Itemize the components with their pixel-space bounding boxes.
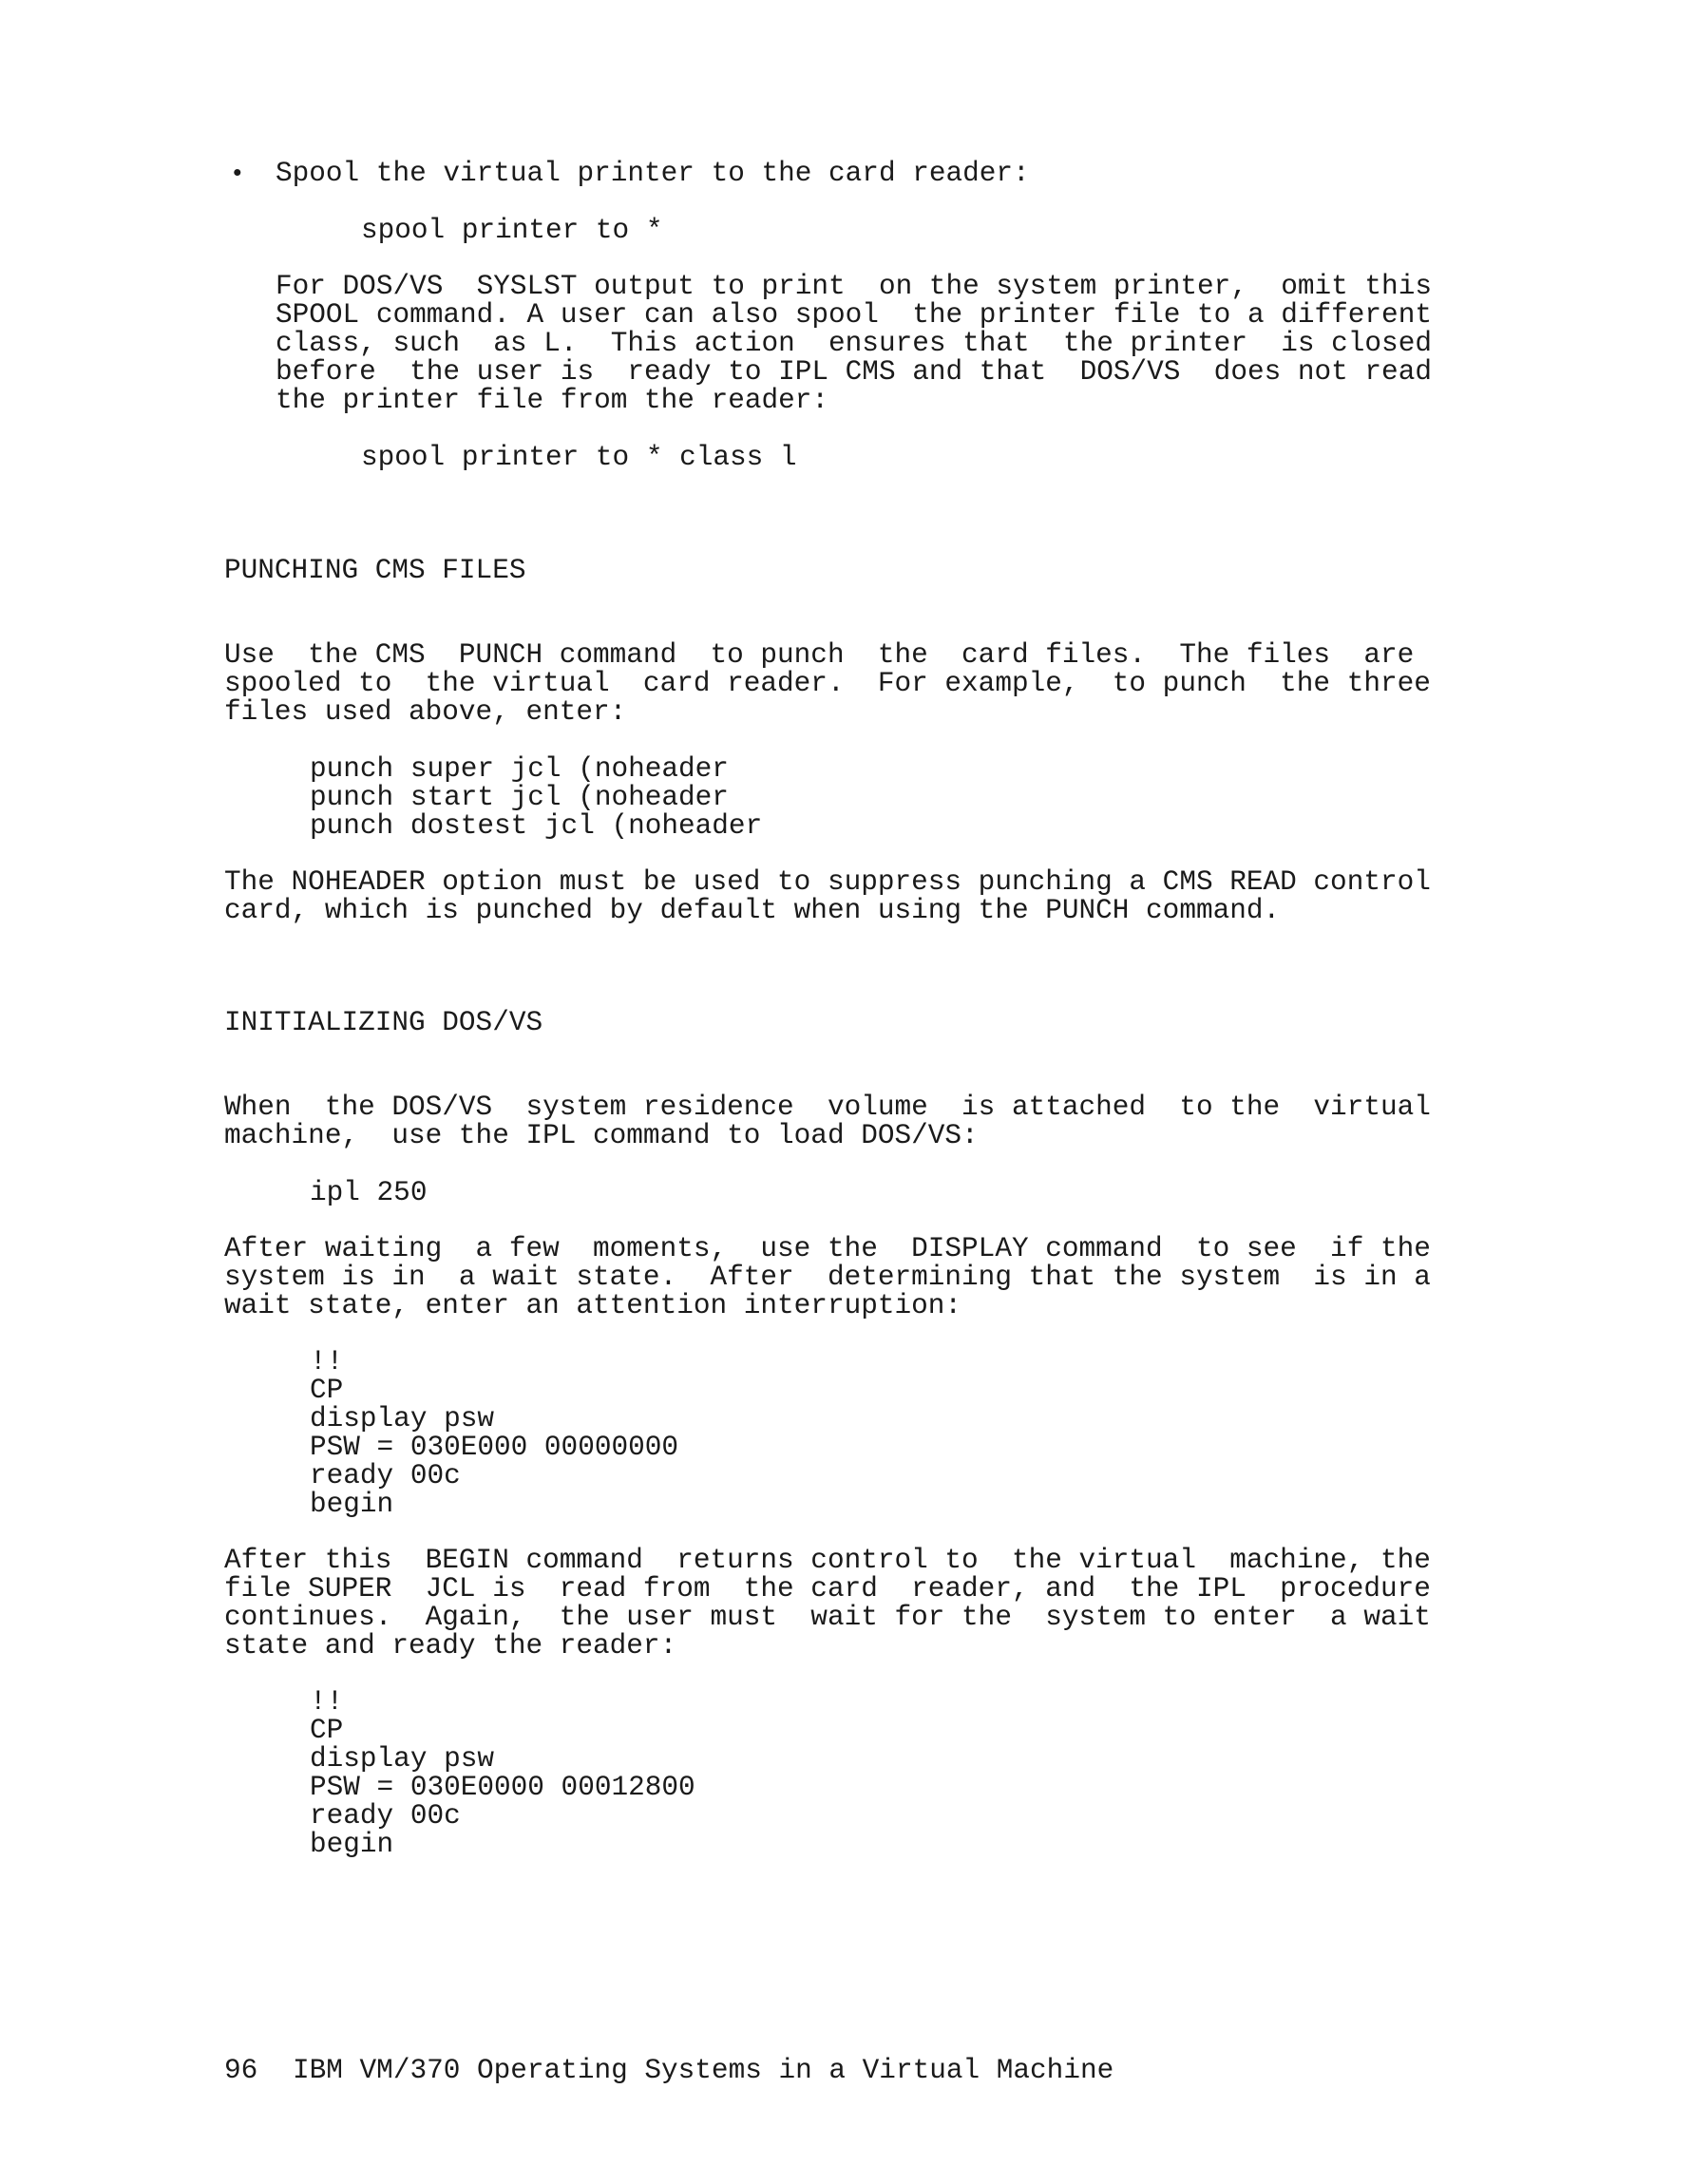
paragraph-line: system is in a wait state. After determining that the system is in a bbox=[224, 1262, 1431, 1293]
paragraph-line: spooled to the virtual card reader. For example, to punch the three bbox=[224, 668, 1431, 699]
bullet-marker: • bbox=[230, 160, 245, 188]
spool-class-command: spool printer to * class l bbox=[361, 442, 797, 473]
note-line: card, which is punched by default when using the PUNCH command. bbox=[224, 895, 1281, 926]
console-line: begin bbox=[310, 1829, 394, 1860]
page-number: 96 bbox=[224, 2055, 258, 2086]
spool-command: spool printer to * bbox=[361, 215, 663, 246]
ipl-command: ipl 250 bbox=[310, 1177, 428, 1208]
footer-title: IBM VM/370 Operating Systems in a Virtual Machine bbox=[293, 2055, 1114, 2086]
note-line: SPOOL command. A user can also spool the printer file to a different bbox=[276, 299, 1432, 331]
section-heading: PUNCHING CMS FILES bbox=[224, 555, 526, 586]
console-line: CP bbox=[310, 1375, 344, 1406]
paragraph-line: wait state, enter an attention interruption: bbox=[224, 1290, 962, 1321]
console-line: display psw bbox=[310, 1403, 495, 1434]
paragraph-line: When the DOS/VS system residence volume is attached to the virtual bbox=[224, 1092, 1431, 1123]
paragraph-line: machine, use the IPL command to load DOS/VS: bbox=[224, 1120, 979, 1151]
console-line: begin bbox=[310, 1489, 394, 1520]
punch-command: punch super jcl (noheader bbox=[310, 753, 729, 785]
paragraph-line: Use the CMS PUNCH command to punch the card files. The files are bbox=[224, 639, 1415, 671]
console-line: PSW = 030E000 00000000 bbox=[310, 1432, 679, 1463]
console-line: !! bbox=[310, 1686, 344, 1718]
console-line: PSW = 030E0000 00012800 bbox=[310, 1772, 695, 1803]
console-line: display psw bbox=[310, 1743, 495, 1775]
console-line: ready 00c bbox=[310, 1460, 461, 1491]
paragraph-line: After this BEGIN command returns control to the virtual machine, the bbox=[224, 1545, 1431, 1576]
note-line: the printer file from the reader: bbox=[276, 385, 829, 416]
paragraph-line: After waiting a few moments, use the DISPLAY command to see if the bbox=[224, 1233, 1431, 1264]
paragraph-line: file SUPER JCL is read from the card reader, and the IPL procedure bbox=[224, 1573, 1431, 1605]
section-heading: INITIALIZING DOS/VS bbox=[224, 1007, 543, 1038]
punch-command: punch start jcl (noheader bbox=[310, 782, 729, 813]
console-line: ready 00c bbox=[310, 1800, 461, 1832]
punch-command: punch dostest jcl (noheader bbox=[310, 810, 763, 842]
bullet-text: Spool the virtual printer to the card reader: bbox=[276, 158, 1030, 189]
console-line: CP bbox=[310, 1715, 344, 1746]
paragraph-line: state and ready the reader: bbox=[224, 1630, 677, 1662]
note-line: For DOS/VS SYSLST output to print on the system printer, omit this bbox=[276, 271, 1432, 302]
note-line: before the user is ready to IPL CMS and that DOS/VS does not read bbox=[276, 356, 1432, 388]
paragraph-line: files used above, enter: bbox=[224, 696, 627, 728]
note-line: The NOHEADER option must be used to suppress punching a CMS READ control bbox=[224, 866, 1431, 898]
console-line: !! bbox=[310, 1346, 344, 1377]
paragraph-line: continues. Again, the user must wait for the system to enter a wait bbox=[224, 1602, 1431, 1633]
note-line: class, such as L. This action ensures that the printer is closed bbox=[276, 328, 1432, 359]
